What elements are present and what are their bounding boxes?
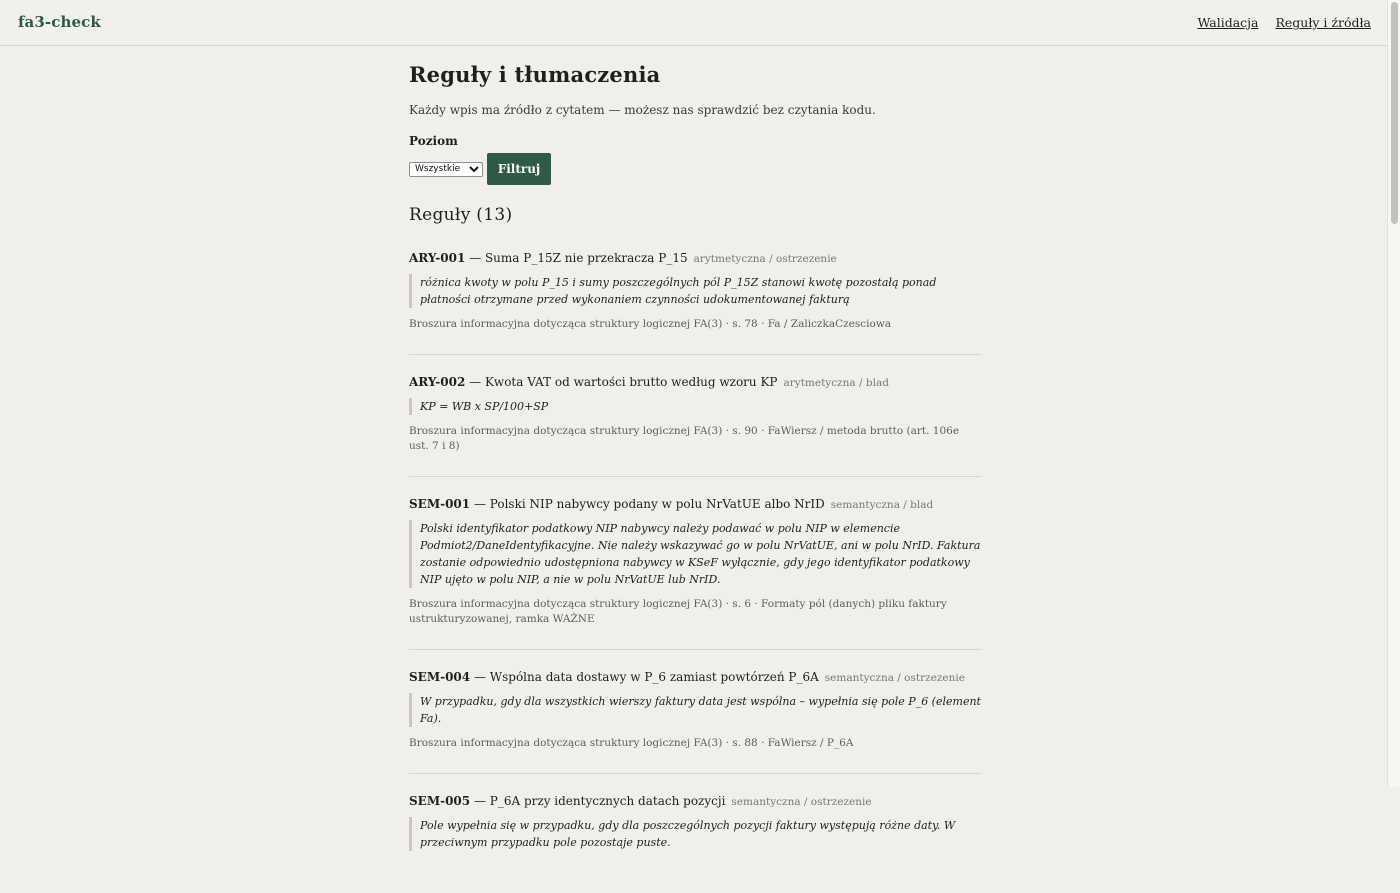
rule-quote: różnica kwoty w polu P_15 i sumy poszczególnych pól P_15Z stanowi kwotę pozostałą ponad płatności otrzymane przed wykonaniem czynności udokumentowanej fakturą: [409, 274, 981, 308]
rule-item: [409, 794, 981, 873]
brand-logo[interactable]: fa3-check: [18, 13, 101, 31]
rule-category: arytmetyczna / blad: [783, 377, 889, 389]
rules-list: [409, 251, 981, 873]
rule-category: semantyczna / ostrzezenie: [731, 796, 872, 808]
rule-category: semantyczna / blad: [830, 499, 934, 511]
filter-label: Poziom: [409, 134, 458, 148]
main-nav: [1185, 15, 1372, 30]
rule-id: SEM-005: [409, 794, 471, 808]
rule-header: [409, 251, 981, 267]
rule-quote: KP = WB x SP/100+SP: [409, 398, 981, 415]
rule-item: [409, 375, 981, 477]
rule-separator: —: [470, 497, 490, 511]
rule-id: ARY-001: [409, 251, 466, 265]
rule-separator: —: [470, 794, 490, 808]
filter-button[interactable]: Filtruj: [487, 153, 551, 185]
rule-quote: W przypadku, gdy dla wszystkich wierszy faktury data jest wspólna – wypełnia się pole P_6 (element Fa).: [409, 693, 981, 727]
rule-item: [409, 670, 981, 774]
rule-separator: —: [465, 375, 485, 389]
rules-heading: Reguły (13): [409, 205, 513, 225]
rule-title: P_6A przy identycznych datach pozycji: [489, 794, 726, 808]
nav-link-walidacja[interactable]: Walidacja: [1197, 15, 1259, 30]
rule-quote: Polski identyfikator podatkowy NIP nabywcy należy podawać w polu NIP w elemencie Podmiot2/DaneIdentyfikacyjne. Nie należy wskazywać go w polu NrVatUE, ani w polu NrID. Faktura zostanie odpowiednio udostępniona nabywcy w KSeF wyłącznie, gdy jego identyfikator podatkowy NIP ujęto w polu NIP, a nie w polu NrVatUE lub NrID.: [409, 520, 981, 588]
rule-title: Suma P_15Z nie przekracza P_15: [484, 251, 688, 265]
rule-header: [409, 497, 981, 513]
rule-separator: —: [470, 670, 490, 684]
page-intro: Każdy wpis ma źródło z cytatem — możesz nas sprawdzić bez czytania kodu.: [409, 103, 876, 117]
page-title: Reguły i tłumaczenia: [409, 62, 661, 87]
nav-link-rules[interactable]: Reguły i źródła: [1275, 15, 1371, 30]
rule-title: Wspólna data dostawy w P_6 zamiast powtórzeń P_6A: [489, 670, 819, 684]
page-scrollbar[interactable]: [1387, 0, 1400, 787]
rule-id: SEM-001: [409, 497, 471, 511]
rule-category: arytmetyczna / ostrzezenie: [693, 253, 837, 265]
level-select[interactable]: [409, 162, 483, 177]
rule-source: Broszura informacyjna dotycząca struktury logicznej FA(3) · s. 6 · Formaty pól (danych) pliku faktury ustrukturyzowanej, ramka WAŻNE: [409, 598, 947, 625]
rule-separator: —: [465, 251, 485, 265]
rule-id: SEM-004: [409, 670, 471, 684]
rule-title: Kwota VAT od wartości brutto według wzoru KP: [484, 375, 778, 389]
main-content: [409, 62, 981, 893]
rule-item: [409, 251, 981, 355]
filter-row: [409, 153, 981, 185]
rule-source: Broszura informacyjna dotycząca struktury logicznej FA(3) · s. 78 · Fa / ZaliczkaCzesciowa: [409, 318, 892, 330]
scrollbar-thumb[interactable]: [1391, 2, 1398, 224]
rule-header: [409, 670, 981, 686]
rule-header: [409, 375, 981, 391]
rule-item: [409, 497, 981, 650]
rule-header: [409, 794, 981, 810]
rule-quote: Pole wypełnia się w przypadku, gdy dla poszczególnych pozycji faktury występują różne daty. W przeciwnym przypadku pole pozostaje puste.: [409, 817, 981, 851]
rule-id: ARY-002: [409, 375, 466, 389]
rule-source: Broszura informacyjna dotycząca struktury logicznej FA(3) · s. 90 · FaWiersz / metoda brutto (art. 106e ust. 7 i 8): [409, 425, 960, 452]
rule-category: semantyczna / ostrzezenie: [824, 672, 965, 684]
top-bar: [0, 0, 1388, 46]
rule-title: Polski NIP nabywcy podany w polu NrVatUE albo NrID: [489, 497, 825, 511]
rule-source: Broszura informacyjna dotycząca struktury logicznej FA(3) · s. 88 · FaWiersz / P_6A: [409, 737, 854, 749]
